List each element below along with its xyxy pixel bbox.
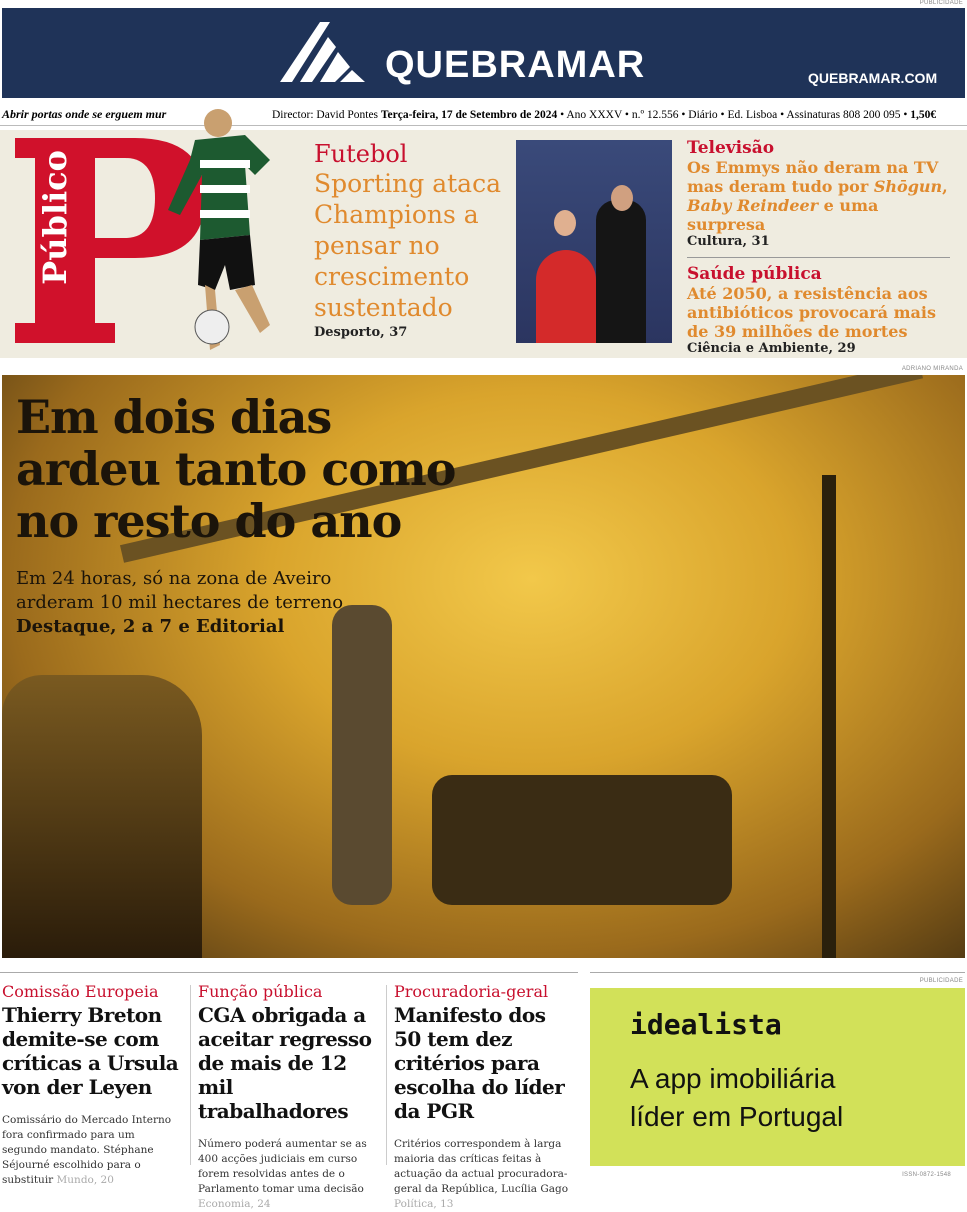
- idealista-logo: idealista: [630, 1008, 782, 1041]
- body: Número poderá aumentar se as 400 acções judiciais em curso forem resolvidas antes de o Parlamento tomar uma decisão: [198, 1138, 367, 1195]
- headline: Os Emmys não deram na TV mas deram tudo por: [687, 158, 939, 196]
- subhead: Em 24 horas, só na zona de Aveiro: [16, 568, 332, 589]
- kicker: Futebol: [314, 140, 408, 168]
- story-cga[interactable]: [198, 982, 378, 1212]
- masthead-strip: [0, 104, 967, 126]
- ad-label: PUBLICIDADE: [919, 0, 963, 6]
- ad-text: A app imobiliária: [630, 1063, 836, 1094]
- headline: Até 2050, a resistência aos antibióticos provocará mais de 39 milhões de mortes: [687, 284, 936, 341]
- date: Terça-feira, 17 de Setembro de 2024: [380, 108, 558, 121]
- kicker: Procuradoria-geral: [394, 982, 549, 1001]
- section-ref: Política, 13: [394, 1198, 454, 1210]
- ad-text: líder em Portugal: [630, 1101, 844, 1132]
- section-ref: Economia, 24: [198, 1198, 271, 1210]
- price: 1,50€: [910, 108, 937, 121]
- kicker: Televisão: [687, 138, 775, 158]
- tv-story[interactable]: [687, 138, 957, 356]
- body: Critérios correspondem à larga maioria das críticas feitas à actuação da actual procuradora-geral da República, Lucília Gago: [394, 1138, 569, 1195]
- kicker: Comissão Europeia: [2, 982, 159, 1001]
- emmy-photo: [516, 140, 672, 343]
- kicker: Função pública: [198, 982, 323, 1001]
- headline: e uma surpresa: [687, 196, 879, 234]
- headline: Manifesto dos 50 tem dez critérios para escolha do líder da PGR: [394, 1003, 565, 1123]
- section-ref: Cultura, 31: [687, 234, 770, 249]
- kicker: Saúde pública: [687, 264, 822, 284]
- section-ref: Ciência e Ambiente, 29: [687, 341, 856, 356]
- main-headline: Em dois dias ardeu tanto como no resto do ano: [16, 390, 456, 548]
- quebramar-logo-icon: [280, 22, 365, 84]
- title: Shōgun: [873, 177, 943, 196]
- divider: [687, 257, 950, 258]
- photo-credit: ADRIANO MIRANDA: [901, 366, 963, 372]
- sep: ,: [942, 177, 948, 196]
- ad-label: PUBLICIDADE: [919, 978, 963, 984]
- story-breton[interactable]: [2, 982, 182, 1188]
- headline: CGA obrigada a aceitar regresso de mais de 12 mil trabalhadores: [198, 1003, 372, 1123]
- section-ref: Destaque, 2 a 7 e Editorial: [16, 616, 285, 637]
- title: Baby Reindeer: [687, 196, 819, 215]
- headline: Sporting ataca Champions a pensar no crescimento sustentado: [314, 169, 501, 322]
- divider: [190, 985, 191, 1165]
- football-player-image: [160, 105, 305, 365]
- subhead: arderam 10 mil hectares de terreno: [16, 592, 344, 613]
- divider: [386, 985, 387, 1165]
- story-pgr[interactable]: [394, 982, 574, 1212]
- headline: Thierry Breton demite-se com críticas a Ursula von der Leyen: [2, 1003, 179, 1099]
- main-story-photo[interactable]: [2, 375, 965, 958]
- divider: [0, 972, 578, 973]
- divider: [590, 972, 965, 973]
- issn: ISSN-0872-1548: [902, 1172, 951, 1178]
- idealista-ad[interactable]: [590, 988, 965, 1166]
- ad-url[interactable]: QUEBRAMAR.COM: [808, 70, 938, 86]
- ad-brand: QUEBRAMAR: [385, 44, 646, 86]
- issue-meta: • Ano XXXV • n.º 12.556 • Diário • Ed. Lisboa • Assinaturas 808 200 095 •: [557, 108, 911, 121]
- section-ref: Desporto, 37: [314, 325, 408, 340]
- section-ref: Mundo, 20: [56, 1174, 114, 1186]
- publico-wordmark: Público: [36, 150, 74, 285]
- body: Comissário do Mercado Interno fora confirmado para um segundo mandato. Stéphane Séjourné escolhido para o substituir: [2, 1114, 172, 1186]
- tagline: Abrir portas onde se erguem mur: [2, 107, 167, 121]
- director: Director: David Pontes: [272, 108, 379, 121]
- futebol-story[interactable]: [314, 140, 514, 340]
